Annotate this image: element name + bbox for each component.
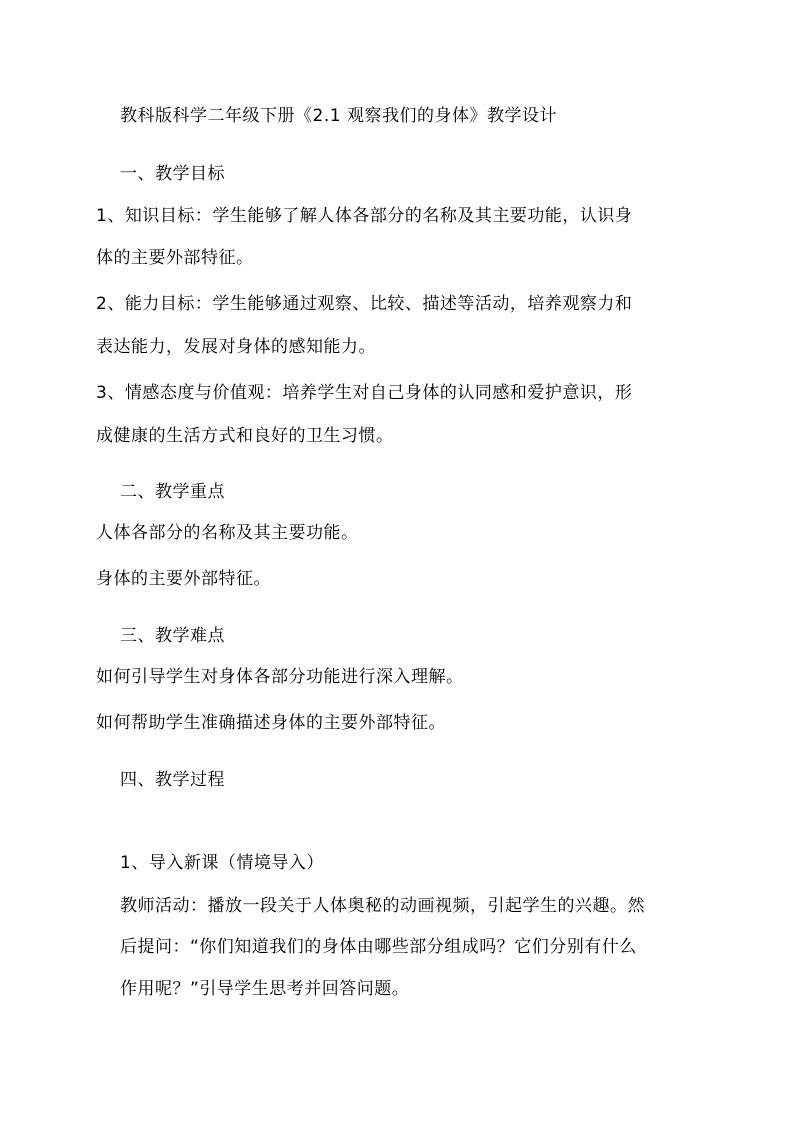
goal-item-1-line-2: 体的主要外部特征。	[96, 248, 254, 268]
difficulty-line-1: 如何引导学生对身体各部分功能进行深入理解。	[96, 667, 464, 687]
section-heading-difficulties: 三、教学难点	[120, 626, 225, 646]
key-point-line-2: 身体的主要外部特征。	[96, 569, 271, 589]
goal-item-3-line-2: 成健康的生活方式和良好的卫生习惯。	[96, 426, 394, 446]
goal-item-3-line-1: 3、情感态度与价值观：培养学生对自己身体的认同感和爱护意识，形	[96, 383, 633, 403]
goal-item-1-line-1: 1、知识目标：学生能够了解人体各部分的名称及其主要功能，认识身	[96, 206, 633, 226]
document-title: 教科版科学二年级下册《2.1 观察我们的身体》教学设计	[120, 106, 557, 126]
process-step-1-line-1: 教师活动：播放一段关于人体奥秘的动画视频，引起学生的兴趣。然	[120, 896, 645, 916]
difficulty-line-2: 如何帮助学生准确描述身体的主要外部特征。	[96, 713, 446, 733]
goal-item-2-line-1: 2、能力目标：学生能够通过观察、比较、描述等活动，培养观察力和	[96, 294, 633, 314]
section-heading-key-points: 二、教学重点	[120, 482, 225, 502]
process-step-1-line-2: 后提问：“你们知道我们的身体由哪些部分组成吗？它们分别有什么	[120, 937, 637, 957]
section-heading-goals: 一、教学目标	[120, 164, 225, 184]
process-step-1-heading: 1、导入新课（情境导入）	[120, 853, 324, 873]
goal-item-2-line-2: 表达能力，发展对身体的感知能力。	[96, 337, 376, 357]
process-step-1-line-3: 作用呢？”引导学生思考并回答问题。	[120, 979, 410, 999]
section-heading-process: 四、教学过程	[120, 770, 225, 790]
key-point-line-1: 人体各部分的名称及其主要功能。	[96, 523, 359, 543]
